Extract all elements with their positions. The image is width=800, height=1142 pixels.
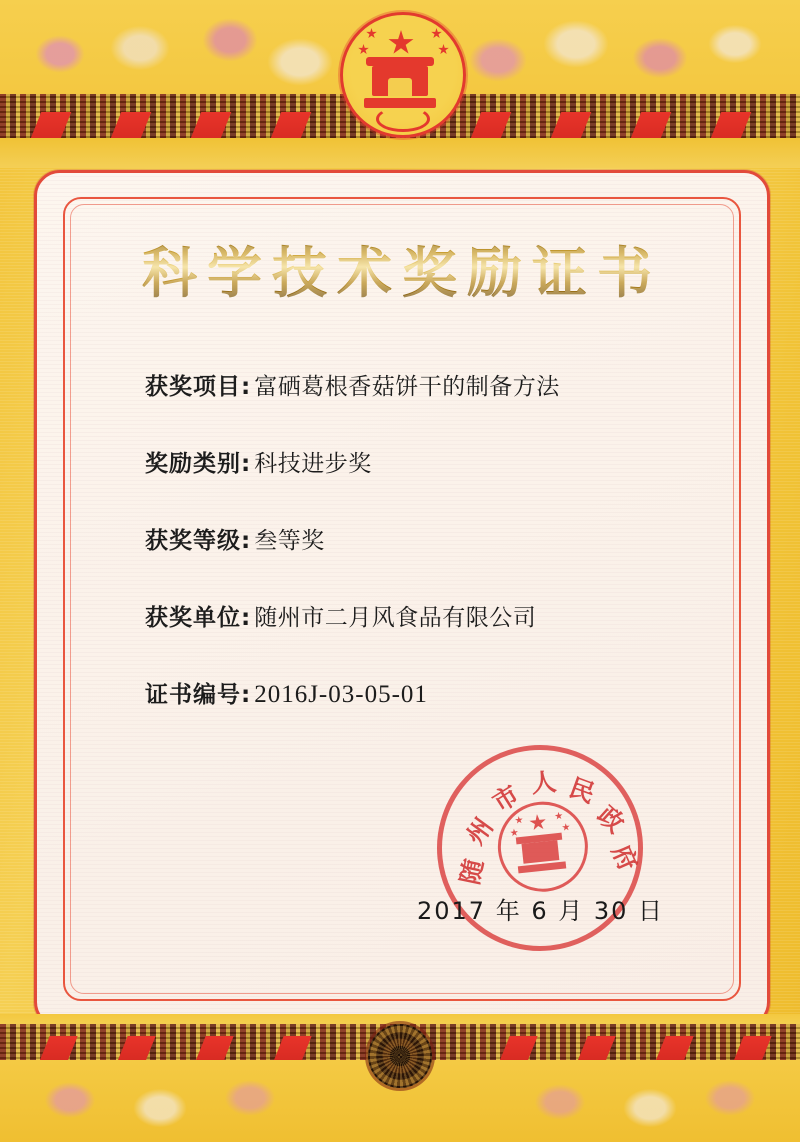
seal-char-6: 府 xyxy=(606,840,643,876)
field-label-project: 获奖项目: xyxy=(145,374,252,400)
issue-date: 2017 年 6 月 30 日 xyxy=(417,897,665,925)
field-label-award-category: 奖励类别: xyxy=(145,451,252,477)
center-medallion-icon xyxy=(368,1024,432,1088)
field-label-recipient: 获奖单位: xyxy=(145,605,252,631)
certificate-fields xyxy=(145,368,705,753)
field-row-recipient xyxy=(145,599,705,632)
certificate-paper xyxy=(34,170,770,1028)
field-value-project: 富硒葛根香菇饼干的制备方法 xyxy=(254,374,560,400)
certificate-title: 科学技术奖励证书 xyxy=(37,229,767,308)
field-value-certificate-number: 2016J-03-05-01 xyxy=(254,681,428,708)
seal-char-4: 民 xyxy=(565,772,599,809)
seal-char-5: 政 xyxy=(591,800,630,839)
field-value-award-category: 科技进步奖 xyxy=(254,451,372,477)
seal-char-3: 人 xyxy=(529,767,558,799)
seal-char-2: 市 xyxy=(487,779,525,818)
field-row-award-category xyxy=(145,445,705,478)
field-value-award-grade: 叁等奖 xyxy=(254,528,325,554)
seal-char-1: 州 xyxy=(460,812,499,850)
seal-char-0: 随 xyxy=(455,856,489,887)
field-label-certificate-number: 证书编号: xyxy=(145,682,252,708)
field-row-award-grade xyxy=(145,522,705,555)
field-label-award-grade: 获奖等级: xyxy=(145,528,252,554)
national-emblem-icon xyxy=(332,6,468,156)
field-row-project xyxy=(145,368,705,401)
field-row-certificate-number xyxy=(145,676,705,709)
official-seal-stamp xyxy=(427,735,653,961)
field-value-recipient: 随州市二月风食品有限公司 xyxy=(254,605,537,631)
